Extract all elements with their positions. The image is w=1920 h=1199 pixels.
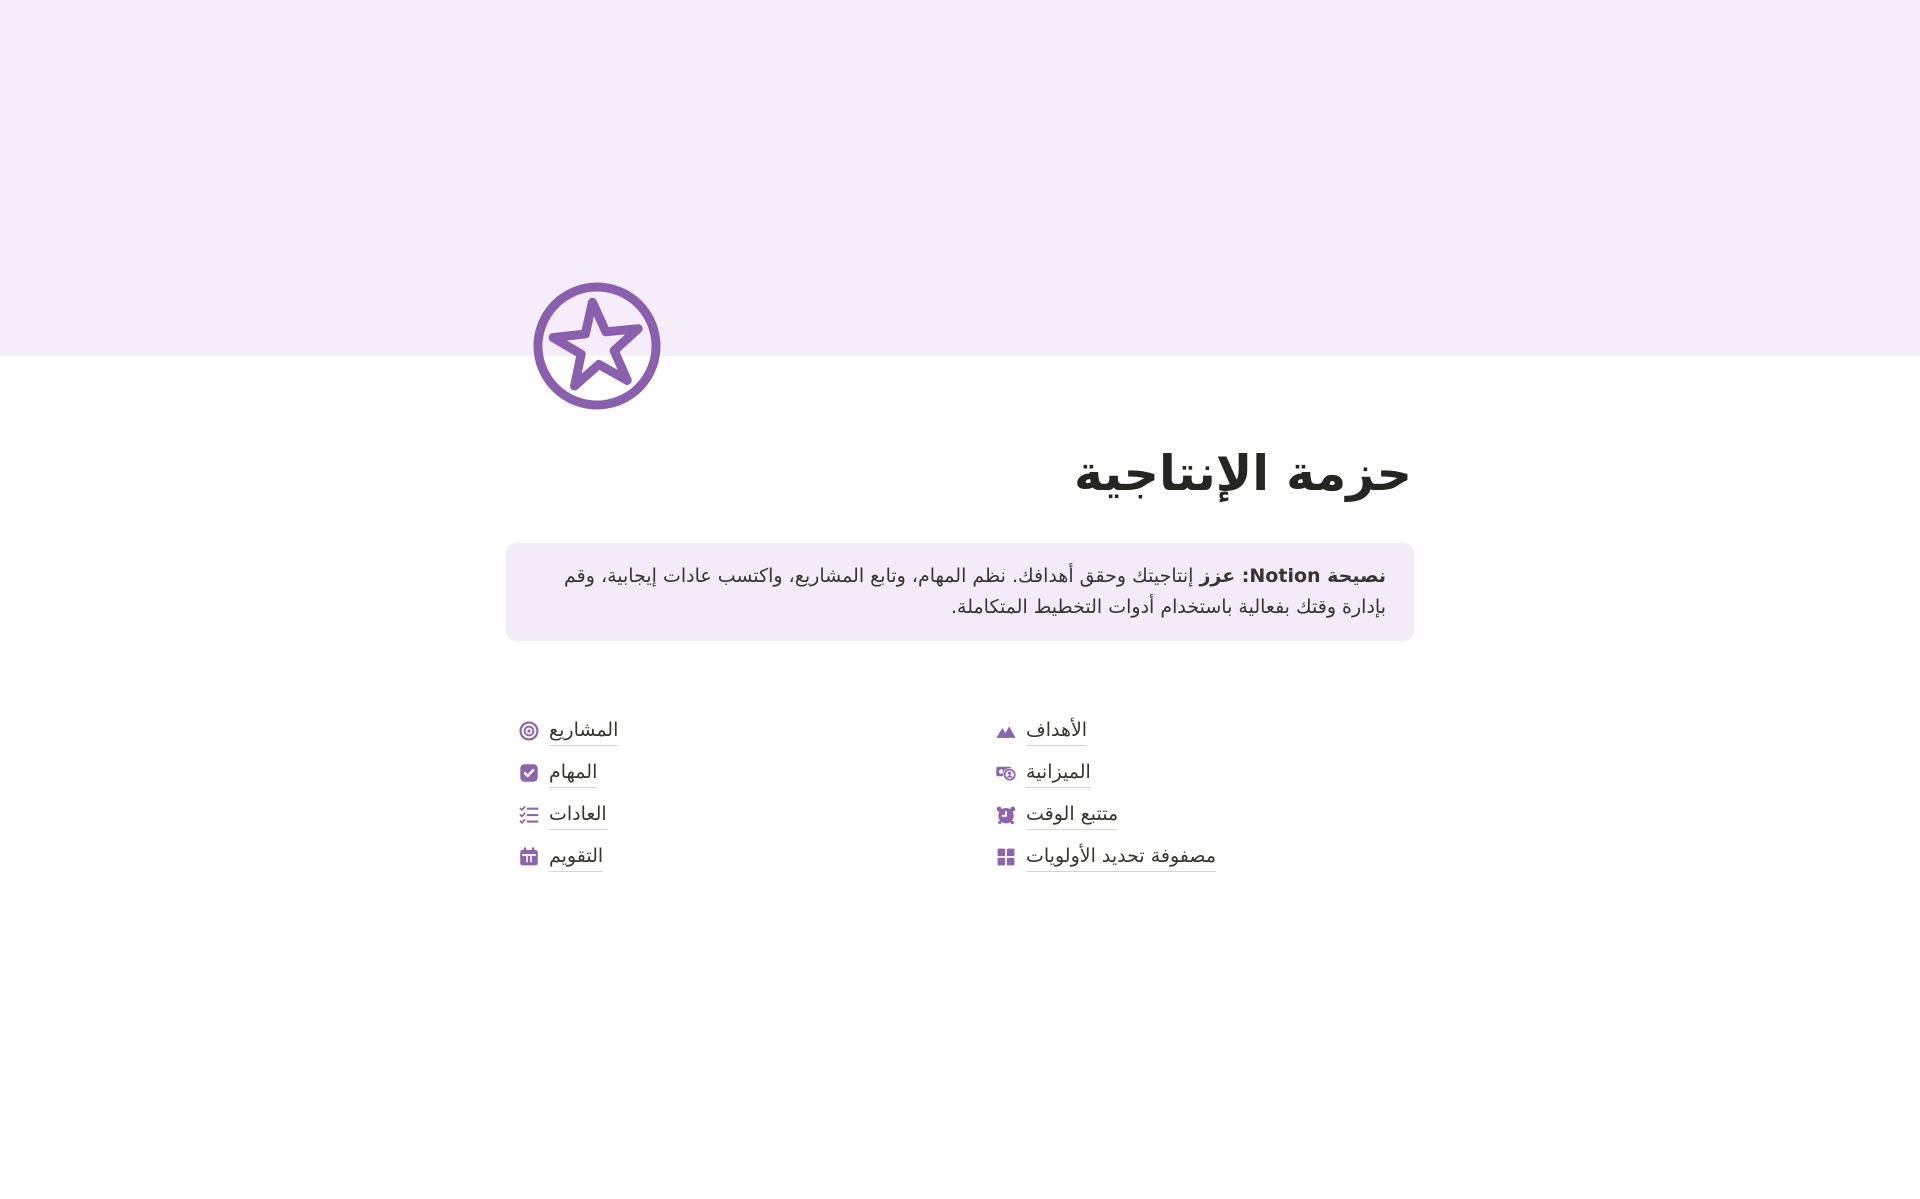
link-label: الأهداف (1026, 717, 1087, 746)
alarm-clock-icon (995, 804, 1017, 826)
link-label: متتبع الوقت (1026, 801, 1118, 830)
tip-callout-bold: نصيحة Notion: عزز (1199, 565, 1386, 587)
grid-icon (995, 846, 1017, 868)
target-icon (518, 720, 540, 742)
links-column-left (506, 716, 937, 884)
page-title: حزمة الإنتاجية (1073, 445, 1412, 502)
calendar-icon (518, 846, 540, 868)
mountains-icon (995, 720, 1017, 742)
link-budget[interactable] (983, 758, 1414, 788)
tip-callout (506, 543, 1414, 641)
tip-callout-text (534, 561, 1386, 623)
checkbox-icon (518, 762, 540, 784)
money-icon (995, 762, 1017, 784)
link-time-tracker[interactable] (983, 800, 1414, 830)
tip-callout-rest: إنتاجيتك وحقق أهدافك. نظم المهام، وتابع المشاريع، واكتسب عادات إيجابية، وقم بإدارة وقتك بفعالية باستخدام أدوات التخطيط المتكاملة. (564, 565, 1386, 618)
link-tasks[interactable] (506, 758, 937, 788)
link-goals[interactable] (983, 716, 1414, 746)
link-label: مصفوفة تحديد الأولويات (1026, 843, 1216, 872)
link-label: المهام (549, 759, 597, 788)
link-priority-matrix[interactable] (983, 842, 1414, 872)
link-label: الميزانية (1026, 759, 1091, 788)
links-column-right (983, 716, 1414, 884)
link-label: التقويم (549, 843, 603, 872)
link-calendar[interactable] (506, 842, 937, 872)
link-habits[interactable] (506, 800, 937, 830)
star-circle-icon[interactable] (527, 276, 667, 416)
links-grid (506, 716, 1414, 884)
link-label: العادات (549, 801, 607, 830)
habits-checklist-icon (518, 804, 540, 826)
page-content (506, 0, 1414, 1199)
link-label: المشاريع (549, 717, 618, 746)
link-projects[interactable] (506, 716, 937, 746)
